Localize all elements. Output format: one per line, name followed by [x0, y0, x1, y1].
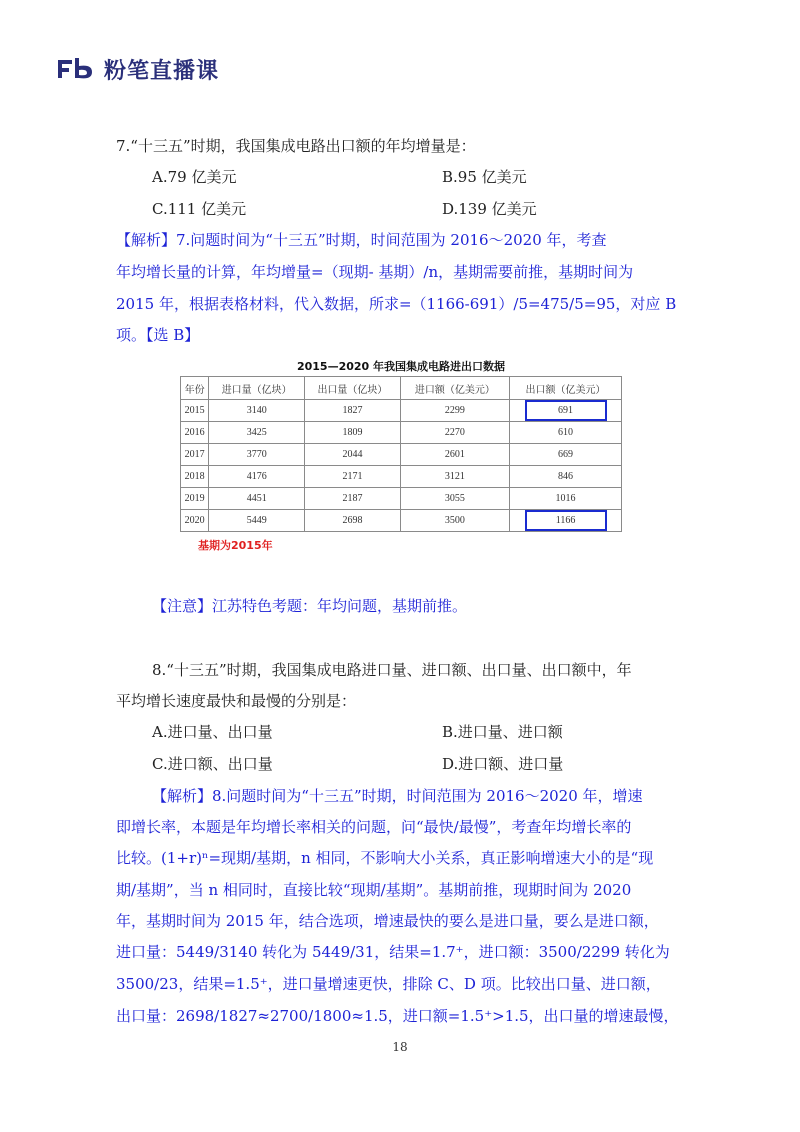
- table-cell: 2270: [400, 422, 509, 444]
- table-cell: 2171: [305, 466, 401, 488]
- q8-question-line: 平均增长速度最快和最慢的分别是：: [116, 692, 357, 710]
- attention-note: 【注意】江苏特色考题：年均问题，基期前推。: [152, 597, 468, 615]
- logo-text: 粉笔直播课: [104, 58, 220, 84]
- table-cell-highlighted: [510, 400, 622, 422]
- q7-analysis-line: 项。【选 B】: [116, 326, 200, 344]
- table-cell: 2044: [305, 444, 401, 466]
- q8-option-a: A.进口量、出口量: [152, 723, 273, 741]
- table-cell: 2299: [400, 400, 509, 422]
- q8-analysis-line: 期/基期”，当 n 相同时，直接比较“现期/基期”。基期前推，现期时间为 2020: [116, 881, 632, 899]
- table-header-cell: 出口额（亿美元）: [510, 377, 622, 400]
- table-header-cell: 进口额（亿美元）: [400, 377, 509, 400]
- table-cell: 2187: [305, 488, 401, 510]
- table-cell: 2018: [181, 466, 209, 488]
- q7-analysis-line: 年均增长量的计算，年均增量=（现期- 基期）/n，基期需要前推，基期时间为: [116, 263, 634, 281]
- q8-analysis-line: 即增长率，本题是年均增长率相关的问题，问“最快/最慢”，考查年均增长率的: [116, 818, 632, 836]
- q8-question-line: 8.“十三五”时期，我国集成电路进口量、进口额、出口量、出口额中，年: [152, 661, 632, 679]
- table-cell: 846: [510, 466, 622, 488]
- q7-question: 7.“十三五”时期，我国集成电路出口额的年均增量是：: [116, 137, 476, 155]
- table-cell: 3055: [400, 488, 509, 510]
- table-header-cell: 进口量（亿块）: [209, 377, 305, 400]
- q8-analysis-line: 年，基期时间为 2015 年，结合选项，增速最快的要么是进口量，要么是进口额，: [116, 912, 659, 930]
- q8-option-c: C.进口额、出口量: [152, 755, 273, 773]
- q7-analysis-line: 【解析】7.问题时间为“十三五”时期，时间范围为 2016～2020 年，考查: [116, 231, 607, 249]
- table-header-cell: 年份: [181, 377, 209, 400]
- q8-analysis-line: 【解析】8.问题时间为“十三五”时期，时间范围为 2016～2020 年，增速: [152, 787, 643, 805]
- table-cell: 5449: [209, 510, 305, 532]
- table-cell: 2601: [400, 444, 509, 466]
- q8-option-b: B.进口量、进口额: [442, 723, 563, 741]
- table-cell: 1809: [305, 422, 401, 444]
- table-cell: 2017: [181, 444, 209, 466]
- table-header-cell: 出口量（亿块）: [305, 377, 401, 400]
- table-cell: 2020: [181, 510, 209, 532]
- q8-analysis-line: 3500/23，结果=1.5⁺，进口量增速更快，排除 C、D 项。比较出口量、进口额，: [116, 975, 661, 993]
- highlight-box: 1166: [525, 510, 607, 531]
- table-row: [181, 400, 622, 422]
- table-cell: 610: [510, 422, 622, 444]
- q7-option-a: A.79 亿美元: [152, 168, 237, 186]
- page-number: 18: [392, 1040, 408, 1054]
- table-row: [181, 488, 622, 510]
- data-table: [180, 376, 622, 532]
- table-cell-highlighted: [510, 510, 622, 532]
- table-cell: 2019: [181, 488, 209, 510]
- table-cell: 4451: [209, 488, 305, 510]
- brand-logo: [58, 52, 219, 86]
- table-cell: 2015: [181, 400, 209, 422]
- table-cell: 3770: [209, 444, 305, 466]
- table-cell: 3121: [400, 466, 509, 488]
- table-cell: 669: [510, 444, 622, 466]
- table-cell: 1827: [305, 400, 401, 422]
- q8-option-d: D.进口额、进口量: [442, 755, 564, 773]
- highlight-box: 691: [525, 400, 607, 421]
- table-header-row: [181, 377, 622, 400]
- table-row: [181, 510, 622, 532]
- q7-option-b: B.95 亿美元: [442, 168, 527, 186]
- table-row: [181, 422, 622, 444]
- q8-analysis-line: 出口量：2698/1827≈2700/1800≈1.5，进口额=1.5⁺>1.5，出口量的增速最慢，: [116, 1007, 679, 1025]
- table-cell: 2016: [181, 422, 209, 444]
- table-cell: 2698: [305, 510, 401, 532]
- table-cell: 3140: [209, 400, 305, 422]
- table-row: [181, 444, 622, 466]
- table-cell: 3425: [209, 422, 305, 444]
- q7-analysis-line: 2015 年，根据表格材料，代入数据，所求=（1166-691）/5=475/5=95，对应 B: [116, 295, 677, 313]
- fb-logo-icon: [58, 58, 96, 80]
- q7-option-d: D.139 亿美元: [442, 200, 537, 218]
- table-title: 2015—2020 年我国集成电路进出口数据: [296, 360, 506, 373]
- table-cell: 3500: [400, 510, 509, 532]
- q7-option-c: C.111 亿美元: [152, 200, 247, 218]
- q8-analysis-line: 比较。(1+r)ⁿ=现期/基期，n 相同，不影响大小关系，真正影响增速大小的是“现: [116, 849, 654, 867]
- table-cell: 4176: [209, 466, 305, 488]
- q8-analysis-line: 进口量：5449/3140 转化为 5449/31，结果=1.7⁺，进口额：3500/2299 转化为: [116, 943, 670, 961]
- table-row: [181, 466, 622, 488]
- data-table-figure: [180, 358, 622, 532]
- base-period-note: 基期为2015年: [198, 539, 273, 552]
- table-cell: 1016: [510, 488, 622, 510]
